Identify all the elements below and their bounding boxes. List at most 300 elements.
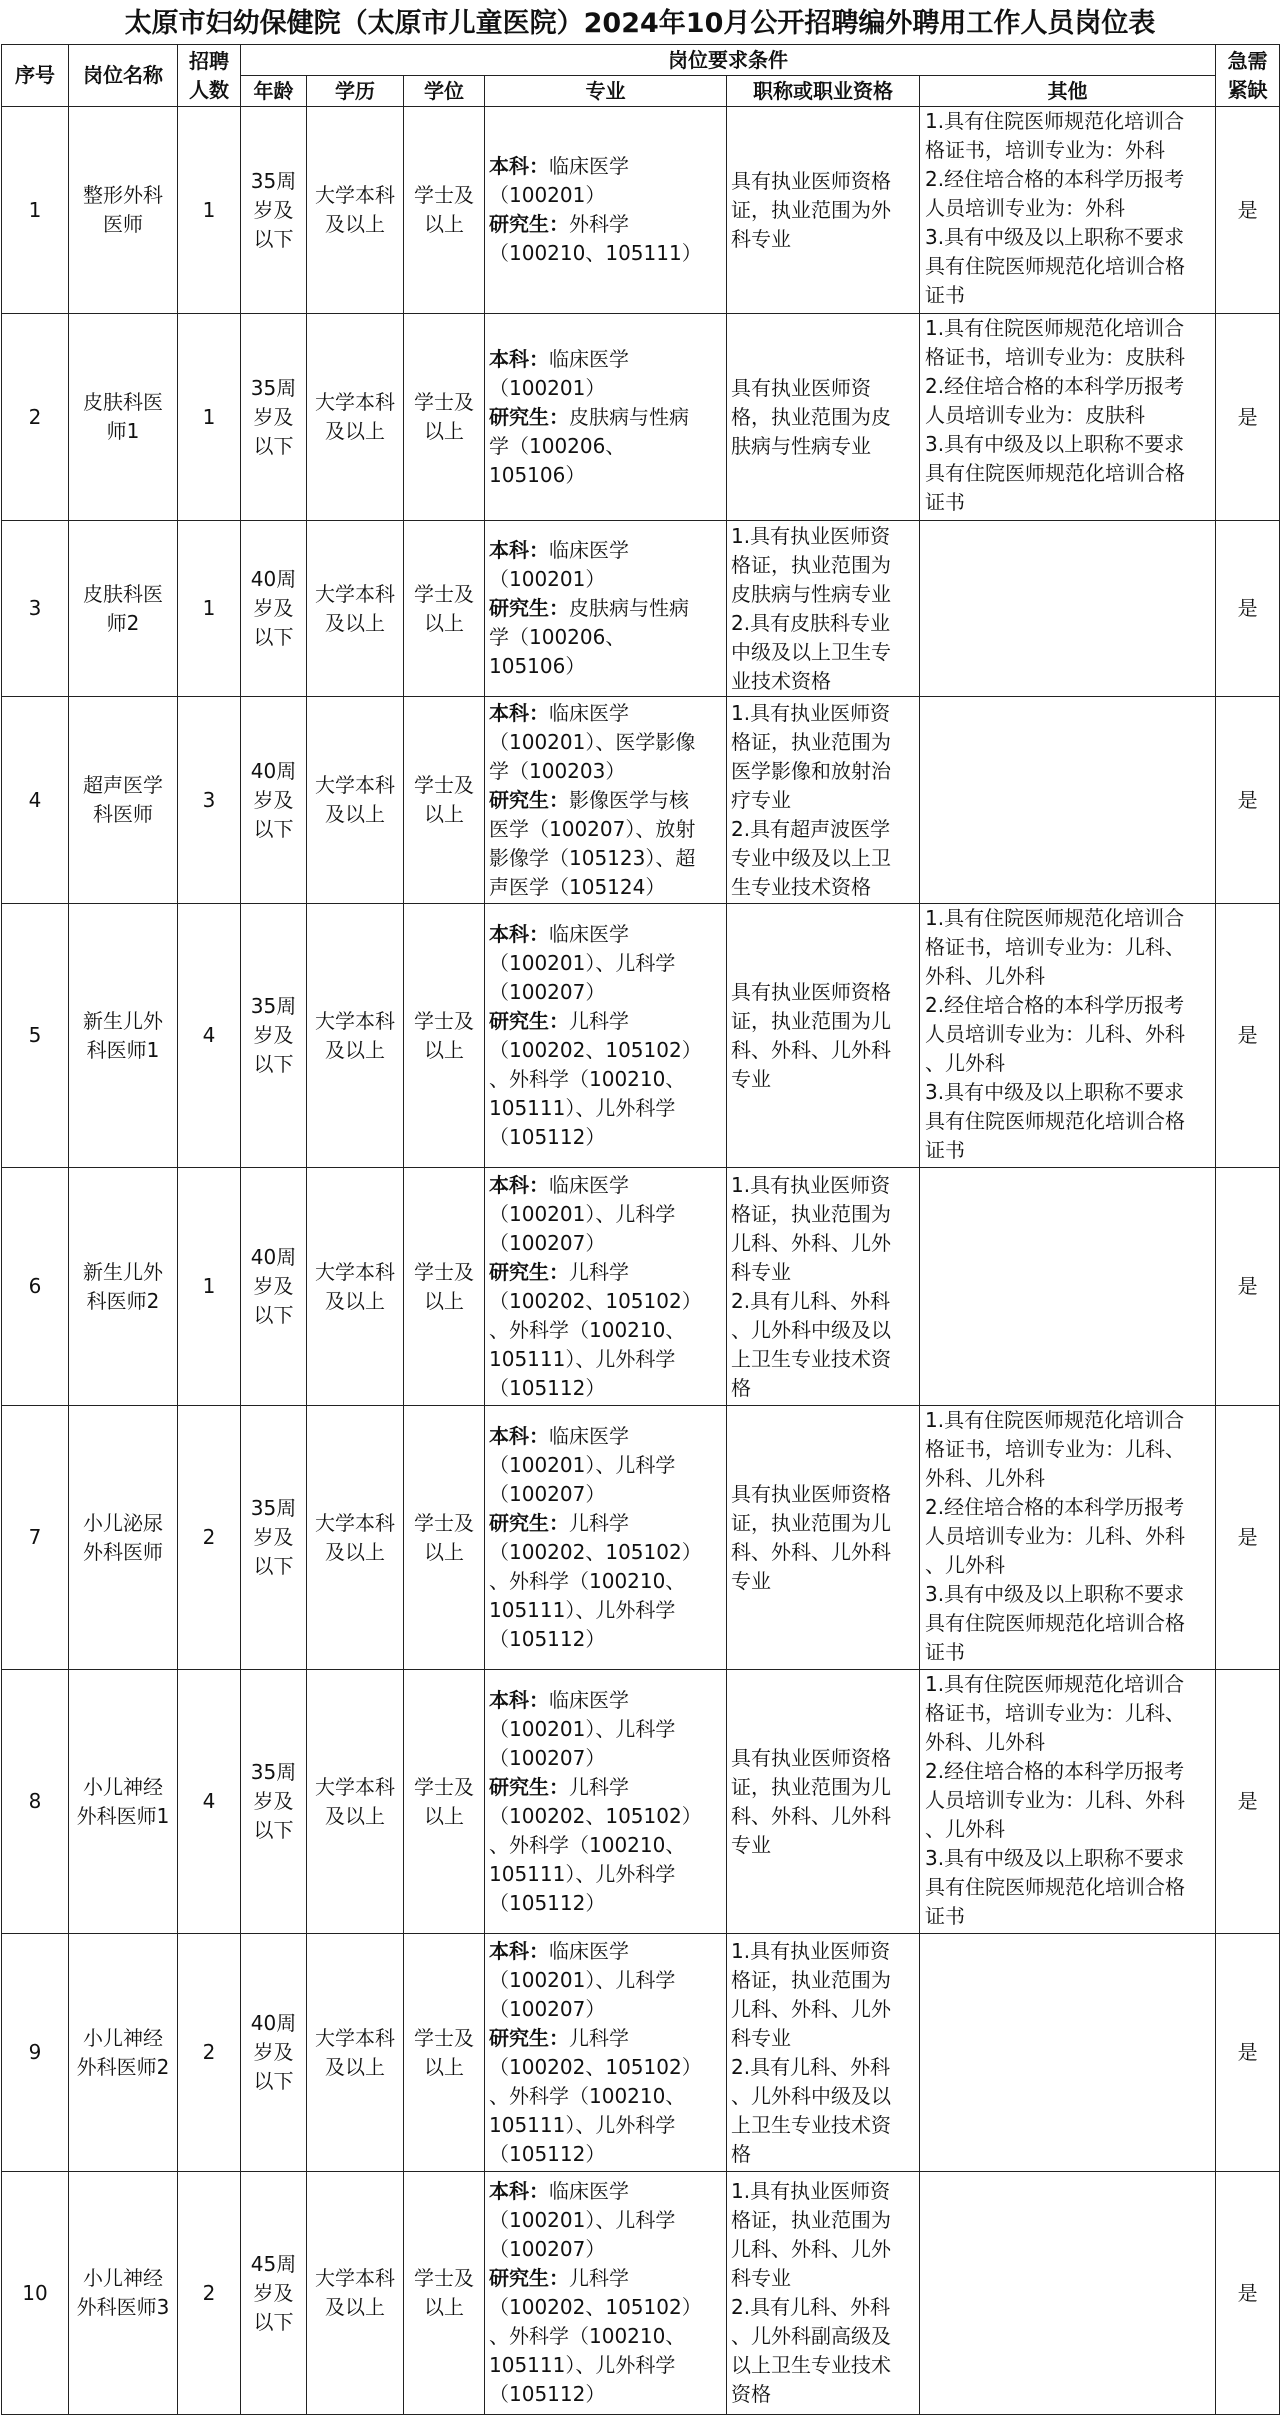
qualification-requirement xyxy=(727,1670,920,1934)
education-line: 及以上 xyxy=(325,1288,385,1313)
row-number: 6 xyxy=(2,1168,69,1406)
major-grad-line: （105112） xyxy=(489,2141,606,2166)
qualification-requirement xyxy=(727,1168,920,1406)
degree-line: 学士及 xyxy=(414,390,474,414)
qualification-line: 1.具有执业医师资 xyxy=(731,523,891,548)
age-line: 岁及 xyxy=(253,404,294,429)
age-requirement xyxy=(241,1934,307,2172)
education-line: 及以上 xyxy=(325,419,385,443)
age-requirement xyxy=(241,697,307,904)
qualification-line: 格 xyxy=(731,2141,751,2166)
post-name-line: 外科医师3 xyxy=(76,2295,170,2319)
major-undergrad-text: 临床医学 xyxy=(549,700,629,725)
qualification-line: 科专业 xyxy=(731,226,791,251)
major-grad-line: 、外科学（100210、 xyxy=(489,2324,686,2348)
major-grad-line xyxy=(489,1007,722,1036)
major-grad-line xyxy=(489,2264,722,2293)
major-undergrad-line xyxy=(489,1686,722,1715)
major-grad-line xyxy=(489,210,722,239)
major-grad-line: 105111）、儿外科学 xyxy=(489,2353,676,2377)
qualification-line: 科专业 xyxy=(731,2266,791,2290)
major-requirement xyxy=(485,904,727,1168)
other-line: 1.具有住院医师规范化培训合 xyxy=(925,316,1185,340)
age-requirement xyxy=(241,1670,307,1934)
major-grad-line: （105112） xyxy=(489,1890,606,1915)
qualification-line: 证，执业范围为儿 xyxy=(731,1774,891,1799)
grad-label: 研究生： xyxy=(489,596,569,620)
other-line: 证书 xyxy=(925,1640,965,1664)
post-name-line: 小儿神经 xyxy=(83,2025,163,2050)
qualification-line: 科专业 xyxy=(731,1259,791,1284)
major-undergrad-line: （100201）、儿科学 xyxy=(489,2208,676,2232)
post-name-line: 科医师1 xyxy=(86,1037,160,1062)
qualification-line: 疗专业 xyxy=(731,787,791,812)
other-requirement xyxy=(920,314,1216,521)
age-line: 35周 xyxy=(250,375,297,400)
post-name xyxy=(69,521,178,697)
education-line: 大学本科 xyxy=(315,773,395,797)
other-line: 格证书，培训专业为：外科 xyxy=(925,138,1165,162)
table-row xyxy=(2,697,1280,904)
urgent-flag: 是 xyxy=(1216,1670,1280,1934)
qualification-line: 儿科、外科、儿外 xyxy=(731,2237,891,2261)
post-name-line: 医师 xyxy=(103,212,143,236)
major-undergrad-line xyxy=(489,920,722,949)
undergrad-label: 本科： xyxy=(489,700,549,725)
undergrad-label: 本科： xyxy=(489,921,549,946)
header-no: 序号 xyxy=(2,45,69,107)
degree-requirement xyxy=(404,107,485,314)
qualification-requirement xyxy=(727,1934,920,2172)
other-line: 1.具有住院医师规范化培训合 xyxy=(925,906,1185,930)
education-line: 及以上 xyxy=(325,1539,385,1564)
major-undergrad-line xyxy=(489,2177,722,2206)
age-line: 岁及 xyxy=(253,1525,294,1549)
degree-line: 学士及 xyxy=(414,1774,474,1799)
table-row xyxy=(2,1406,1280,1670)
degree-requirement xyxy=(404,2172,485,2415)
qualification-line: 2.具有皮肤科专业 xyxy=(731,610,891,635)
age-line: 以下 xyxy=(253,1052,294,1076)
hire-count: 2 xyxy=(178,1406,241,1670)
age-line: 40周 xyxy=(250,758,297,783)
post-name-line: 皮肤科医 xyxy=(83,581,163,606)
header-count-line: 招聘 xyxy=(189,48,229,73)
post-name xyxy=(69,2172,178,2415)
qualification-line: 证，执业范围为外 xyxy=(731,197,891,222)
urgent-flag: 是 xyxy=(1216,1934,1280,2172)
undergrad-label: 本科： xyxy=(489,538,549,562)
qualification-line: 格 xyxy=(731,1375,751,1400)
major-undergrad-line: （100207） xyxy=(489,1996,606,2021)
age-line: 以下 xyxy=(253,2069,294,2093)
major-grad-text: 儿科学 xyxy=(569,2266,629,2290)
education-line: 及以上 xyxy=(325,1803,385,1828)
age-requirement xyxy=(241,314,307,521)
header-degree: 学位 xyxy=(404,76,485,107)
table-row xyxy=(2,904,1280,1168)
table-row xyxy=(2,1168,1280,1406)
other-line: 3.具有中级及以上职称不要求 xyxy=(925,225,1185,249)
other-requirement xyxy=(920,1168,1216,1406)
header-count xyxy=(178,45,241,107)
other-line: 具有住院医师规范化培训合格 xyxy=(925,1875,1185,1899)
degree-line: 以上 xyxy=(424,610,464,635)
other-line: 人员培训专业为：儿科、外科 xyxy=(925,1524,1185,1548)
education-line: 大学本科 xyxy=(315,1774,395,1799)
major-undergrad-text: 临床医学 xyxy=(549,346,629,371)
grad-label: 研究生： xyxy=(489,2025,569,2050)
major-grad-line: （100202、105102） xyxy=(489,1037,702,1062)
hire-count: 1 xyxy=(178,521,241,697)
grad-label: 研究生： xyxy=(489,404,569,429)
row-number: 8 xyxy=(2,1670,69,1934)
qualification-line: 以上卫生专业技术 xyxy=(731,2353,891,2377)
qualification-line: 格证，执业范围为 xyxy=(731,1201,891,1226)
post-name xyxy=(69,904,178,1168)
major-grad-text: 儿科学 xyxy=(569,1259,629,1284)
other-line: 具有住院医师规范化培训合格 xyxy=(925,461,1185,485)
major-grad-line xyxy=(489,786,722,815)
major-undergrad-line xyxy=(489,152,722,181)
post-name-line: 小儿神经 xyxy=(83,2266,163,2290)
table-row xyxy=(2,107,1280,314)
post-name xyxy=(69,107,178,314)
major-requirement xyxy=(485,1168,727,1406)
other-line: 具有住院医师规范化培训合格 xyxy=(925,1109,1185,1133)
major-undergrad-line: （100207） xyxy=(489,1230,606,1255)
major-grad-line xyxy=(489,594,722,623)
major-undergrad-line: （100201） xyxy=(489,567,606,591)
major-undergrad-line xyxy=(489,345,722,374)
other-line: 人员培训专业为：儿科、外科 xyxy=(925,1788,1185,1812)
age-line: 以下 xyxy=(253,625,294,649)
other-requirement xyxy=(920,904,1216,1168)
other-line: 、儿外科 xyxy=(925,1051,1005,1075)
qualification-line: 、儿外科副高级及 xyxy=(731,2324,891,2348)
major-undergrad-text: 临床医学 xyxy=(549,538,629,562)
degree-line: 学士及 xyxy=(414,581,474,606)
other-line: 证书 xyxy=(925,1904,965,1928)
grad-label: 研究生： xyxy=(489,1510,569,1535)
age-line: 45周 xyxy=(250,2251,297,2276)
major-grad-line: 105111）、儿外科学 xyxy=(489,1095,676,1120)
education-line: 大学本科 xyxy=(315,2025,395,2050)
major-undergrad-line xyxy=(489,536,722,565)
major-undergrad-line: （100201） xyxy=(489,375,606,400)
undergrad-label: 本科： xyxy=(489,154,549,178)
other-line: 、儿外科 xyxy=(925,1553,1005,1577)
major-grad-line: （100202、105102） xyxy=(489,2295,702,2319)
post-name-line: 超声医学 xyxy=(83,773,163,797)
degree-line: 以上 xyxy=(424,1803,464,1828)
other-line: 、儿外科 xyxy=(925,1817,1005,1841)
qualification-line: 具有执业医师资格 xyxy=(731,979,891,1004)
qualification-line: 具有执业医师资格 xyxy=(731,168,891,193)
other-line: 格证书，培训专业为：儿科、 xyxy=(925,1701,1185,1725)
post-name-line: 整形外科 xyxy=(83,183,163,207)
degree-line: 学士及 xyxy=(414,1510,474,1535)
education-line: 及以上 xyxy=(325,2295,385,2319)
other-line: 具有住院医师规范化培训合格 xyxy=(925,1611,1185,1635)
qualification-requirement xyxy=(727,904,920,1168)
header-urgent-line: 紧缺 xyxy=(1227,77,1268,102)
qualification-line: 证，执业范围为儿 xyxy=(731,1008,891,1033)
education-line: 及以上 xyxy=(325,212,385,236)
other-line: 证书 xyxy=(925,283,965,307)
post-name-line: 新生儿外 xyxy=(83,1259,163,1284)
post-name-line: 科医师2 xyxy=(86,1288,160,1313)
age-line: 岁及 xyxy=(253,1789,294,1813)
major-grad-line: 、外科学（100210、 xyxy=(489,1568,686,1593)
other-line: 3.具有中级及以上职称不要求 xyxy=(925,1846,1185,1870)
degree-requirement xyxy=(404,1670,485,1934)
major-grad-line: （100202、105102） xyxy=(489,2054,702,2079)
major-grad-text: 儿科学 xyxy=(569,1510,629,1535)
other-line: 2.经住培合格的本科学历报考 xyxy=(925,1759,1185,1783)
major-grad-text: 皮肤病与性病 xyxy=(569,404,689,429)
major-grad-text: 儿科学 xyxy=(569,2025,629,2050)
other-line: 1.具有住院医师规范化培训合 xyxy=(925,109,1185,133)
other-requirement xyxy=(920,1934,1216,2172)
row-number: 2 xyxy=(2,314,69,521)
qualification-requirement xyxy=(727,107,920,314)
post-name xyxy=(69,697,178,904)
age-line: 以下 xyxy=(253,433,294,458)
qualification-line: 具有执业医师资 xyxy=(731,375,871,400)
degree-line: 以上 xyxy=(424,1037,464,1062)
urgent-flag: 是 xyxy=(1216,2172,1280,2415)
major-undergrad-line: （100201）、儿科学 xyxy=(489,1452,676,1477)
row-number: 3 xyxy=(2,521,69,697)
major-undergrad-text: 临床医学 xyxy=(549,154,629,178)
age-line: 岁及 xyxy=(253,1274,294,1298)
other-requirement xyxy=(920,107,1216,314)
major-grad-line: 、外科学（100210、 xyxy=(489,2083,686,2108)
qualification-line: 格，执业范围为皮 xyxy=(731,404,891,429)
degree-line: 以上 xyxy=(424,2295,464,2319)
major-grad-line: 影像学（105123）、超 xyxy=(489,845,696,870)
hire-count: 2 xyxy=(178,1934,241,2172)
major-requirement xyxy=(485,1670,727,1934)
major-grad-line xyxy=(489,1258,722,1287)
age-requirement xyxy=(241,1168,307,1406)
other-requirement xyxy=(920,521,1216,697)
major-grad-line: 105111）、儿外科学 xyxy=(489,1597,676,1622)
qualification-line: 1.具有执业医师资 xyxy=(731,1172,891,1197)
age-requirement xyxy=(241,904,307,1168)
education-line: 大学本科 xyxy=(315,1259,395,1284)
other-requirement xyxy=(920,697,1216,904)
other-line: 证书 xyxy=(925,490,965,514)
degree-line: 学士及 xyxy=(414,183,474,207)
qualification-line: 儿科、外科、儿外 xyxy=(731,1996,891,2021)
major-undergrad-line: （100207） xyxy=(489,1745,606,1770)
other-line: 人员培训专业为：外科 xyxy=(925,196,1125,220)
undergrad-label: 本科： xyxy=(489,1172,549,1197)
major-requirement xyxy=(485,2172,727,2415)
major-undergrad-line: （100207） xyxy=(489,979,606,1004)
education-line: 大学本科 xyxy=(315,1008,395,1033)
urgent-flag: 是 xyxy=(1216,314,1280,521)
other-line: 格证书，培训专业为：儿科、 xyxy=(925,1437,1185,1461)
header-requirements: 岗位要求条件 xyxy=(241,45,1216,76)
degree-line: 学士及 xyxy=(414,2025,474,2050)
education-line: 及以上 xyxy=(325,802,385,826)
age-line: 岁及 xyxy=(253,596,294,620)
qualification-line: 具有执业医师资格 xyxy=(731,1745,891,1770)
qualification-line: 中级及以上卫生专 xyxy=(731,639,891,664)
degree-requirement xyxy=(404,1934,485,2172)
degree-line: 以上 xyxy=(424,802,464,826)
other-line: 人员培训专业为：儿科、外科 xyxy=(925,1022,1185,1046)
major-undergrad-line: （100207） xyxy=(489,1481,606,1506)
other-line: 3.具有中级及以上职称不要求 xyxy=(925,432,1185,456)
education-line: 大学本科 xyxy=(315,2266,395,2290)
qualification-line: 、儿外科中级及以 xyxy=(731,1317,891,1342)
post-name xyxy=(69,1168,178,1406)
education-requirement xyxy=(307,107,404,314)
age-line: 以下 xyxy=(253,816,294,841)
degree-requirement xyxy=(404,1168,485,1406)
other-line: 格证书，培训专业为：儿科、 xyxy=(925,935,1185,959)
hire-count: 4 xyxy=(178,1670,241,1934)
qualification-line: 专业 xyxy=(731,1066,771,1091)
major-undergrad-line: （100207） xyxy=(489,2237,606,2261)
major-grad-line: 105111）、儿外科学 xyxy=(489,1861,676,1886)
urgent-flag: 是 xyxy=(1216,1168,1280,1406)
major-grad-text: 影像医学与核 xyxy=(569,787,689,812)
other-line: 格证书，培训专业为：皮肤科 xyxy=(925,345,1185,369)
major-grad-line: 105106） xyxy=(489,654,586,678)
major-grad-line: 105111）、儿外科学 xyxy=(489,2112,676,2137)
degree-line: 以上 xyxy=(424,1539,464,1564)
post-name-line: 小儿泌尿 xyxy=(83,1510,163,1535)
education-requirement xyxy=(307,2172,404,2415)
qualification-line: 资格 xyxy=(731,2382,771,2406)
major-grad-line: 、外科学（100210、 xyxy=(489,1066,686,1091)
major-undergrad-text: 临床医学 xyxy=(549,921,629,946)
education-requirement xyxy=(307,904,404,1168)
qualification-requirement xyxy=(727,1406,920,1670)
major-grad-line: 105106） xyxy=(489,462,586,487)
post-name-line: 师1 xyxy=(106,419,140,443)
qualification-line: 2.具有超声波医学 xyxy=(731,816,891,841)
age-line: 岁及 xyxy=(253,787,294,812)
major-grad-line: （100202、105102） xyxy=(489,1803,702,1828)
post-name-line: 外科医师1 xyxy=(76,1803,170,1828)
major-grad-line: 、外科学（100210、 xyxy=(489,1317,686,1342)
major-grad-line: （105112） xyxy=(489,1626,606,1651)
qualification-line: 1.具有执业医师资 xyxy=(731,700,891,725)
major-grad-line: （105112） xyxy=(489,1375,606,1400)
major-grad-line: （105112） xyxy=(489,1124,606,1149)
major-grad-line: （105112） xyxy=(489,2382,606,2406)
header-post: 岗位名称 xyxy=(69,45,178,107)
education-requirement xyxy=(307,697,404,904)
grad-label: 研究生： xyxy=(489,2266,569,2290)
row-number: 1 xyxy=(2,107,69,314)
qualification-requirement xyxy=(727,521,920,697)
post-name xyxy=(69,1934,178,2172)
undergrad-label: 本科： xyxy=(489,1423,549,1448)
major-grad-line: 、外科学（100210、 xyxy=(489,1832,686,1857)
major-undergrad-line: （100201） xyxy=(489,183,606,207)
post-name-line: 科医师 xyxy=(93,802,153,826)
degree-requirement xyxy=(404,521,485,697)
post-name-line: 师2 xyxy=(106,610,140,635)
page-title: 太原市妇幼保健院（太原市儿童医院）2024年10月公开招聘编外聘用工作人员岗位表 xyxy=(124,8,1156,39)
qualification-line: 业技术资格 xyxy=(731,668,831,693)
urgent-flag: 是 xyxy=(1216,1406,1280,1670)
major-grad-line: （100202、105102） xyxy=(489,1288,702,1313)
age-line: 岁及 xyxy=(253,2280,294,2305)
hire-count: 1 xyxy=(178,314,241,521)
age-line: 以下 xyxy=(253,226,294,251)
degree-requirement xyxy=(404,314,485,521)
table-row xyxy=(2,2172,1280,2415)
degree-requirement xyxy=(404,1406,485,1670)
education-line: 大学本科 xyxy=(315,581,395,606)
age-line: 35周 xyxy=(250,1496,297,1520)
post-name xyxy=(69,314,178,521)
qualification-line: 1.具有执业医师资 xyxy=(731,1938,891,1963)
hire-count: 4 xyxy=(178,904,241,1168)
urgent-flag: 是 xyxy=(1216,904,1280,1168)
major-grad-line xyxy=(489,2024,722,2053)
post-name xyxy=(69,1406,178,1670)
qualification-line: 2.具有儿科、外科 xyxy=(731,2295,891,2319)
age-requirement xyxy=(241,2172,307,2415)
undergrad-label: 本科： xyxy=(489,1687,549,1712)
qualification-line: 专业 xyxy=(731,1568,771,1593)
age-line: 岁及 xyxy=(253,197,294,222)
post-name-line: 皮肤科医 xyxy=(83,390,163,414)
major-undergrad-text: 临床医学 xyxy=(549,1938,629,1963)
hire-count: 1 xyxy=(178,1168,241,1406)
row-number: 5 xyxy=(2,904,69,1168)
major-requirement xyxy=(485,1406,727,1670)
degree-line: 学士及 xyxy=(414,2266,474,2290)
age-line: 岁及 xyxy=(253,2040,294,2064)
age-line: 35周 xyxy=(250,168,297,193)
education-requirement xyxy=(307,1934,404,2172)
qualification-line: 格证，执业范围为 xyxy=(731,2208,891,2232)
header-count-line: 人数 xyxy=(189,77,229,102)
degree-line: 以上 xyxy=(424,1288,464,1313)
post-name-line: 外科医师2 xyxy=(76,2054,170,2079)
table-row xyxy=(2,314,1280,521)
qualification-line: 科专业 xyxy=(731,2025,791,2050)
education-requirement xyxy=(307,314,404,521)
major-requirement xyxy=(485,697,727,904)
degree-line: 学士及 xyxy=(414,773,474,797)
age-line: 35周 xyxy=(250,1760,297,1784)
qualification-line: 生专业技术资格 xyxy=(731,874,871,899)
other-requirement xyxy=(920,1406,1216,1670)
degree-line: 以上 xyxy=(424,419,464,443)
qualification-line: 具有执业医师资格 xyxy=(731,1481,891,1506)
qualification-line: 证，执业范围为儿 xyxy=(731,1510,891,1535)
major-undergrad-line: （100201）、儿科学 xyxy=(489,950,676,975)
major-grad-text: 儿科学 xyxy=(569,1008,629,1033)
post-name-line: 新生儿外 xyxy=(83,1008,163,1033)
age-line: 40周 xyxy=(250,2011,297,2035)
row-number: 9 xyxy=(2,1934,69,2172)
table-row xyxy=(2,1670,1280,1934)
grad-label: 研究生： xyxy=(489,1259,569,1284)
major-undergrad-text: 临床医学 xyxy=(549,1423,629,1448)
